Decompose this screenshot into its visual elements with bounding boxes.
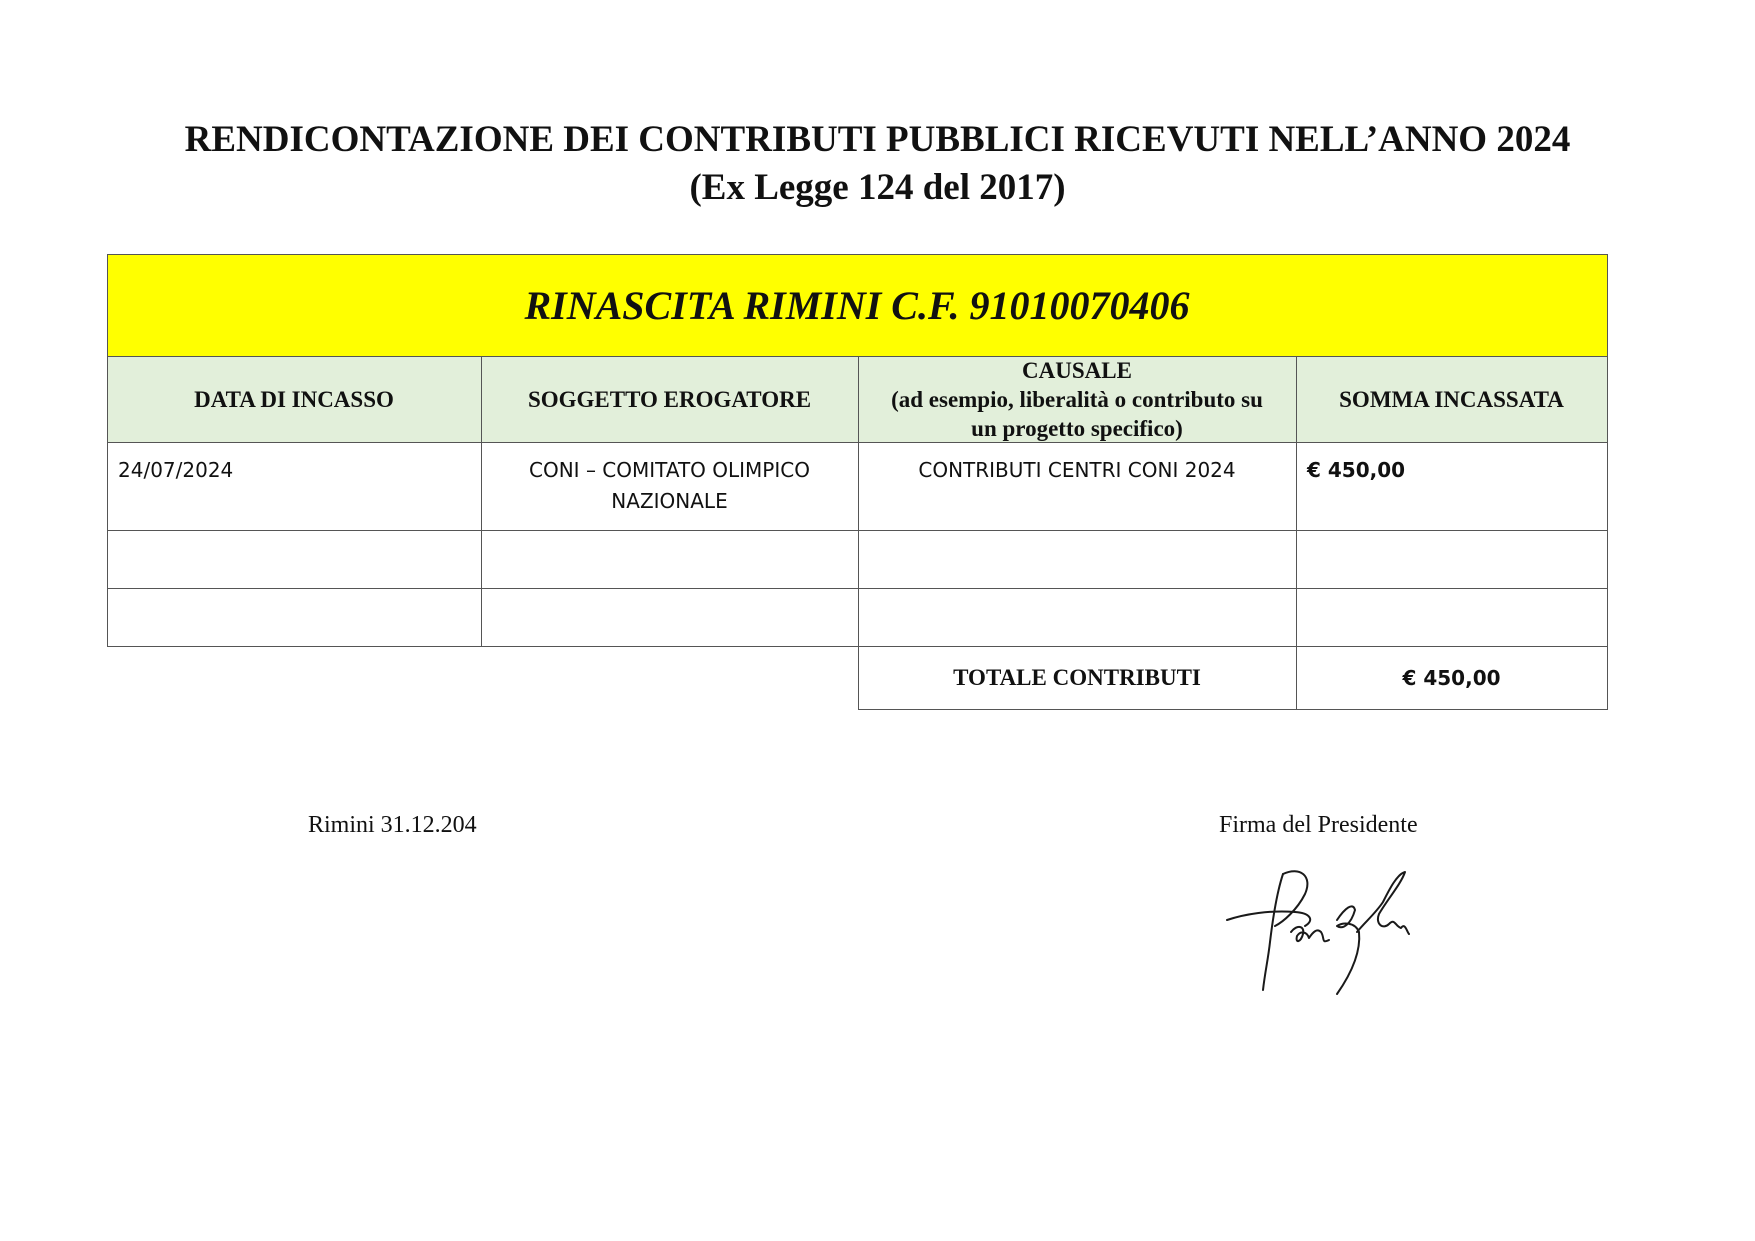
- table-border-total-bottom: [858, 709, 1608, 710]
- organization-name: RINASCITA RIMINI C.F. 91010070406: [524, 282, 1190, 328]
- president-signature: [1225, 862, 1410, 997]
- header-reason: [858, 356, 1296, 443]
- organization-banner: [107, 254, 1607, 356]
- signature-label: Firma del Presidente: [1219, 812, 1418, 838]
- total-value: € 450,00: [1402, 666, 1501, 690]
- place-and-date: Rimini 31.12.204: [308, 812, 477, 838]
- total-label: TOTALE CONTRIBUTI: [953, 665, 1201, 690]
- header-date: DATA DI INCASSO: [107, 356, 481, 443]
- column-divider-3: [1296, 356, 1297, 710]
- header-reason-note-2: un progetto specifico): [971, 416, 1183, 441]
- document-subtitle: (Ex Legge 124 del 2017): [689, 167, 1066, 208]
- document-title: RENDICONTAZIONE DEI CONTRIBUTI PUBBLICI RICEVUTI NELL’ANNO 2024: [184, 119, 1571, 160]
- row-1-payer-line-2: NAZIONALE: [611, 489, 728, 513]
- row-1-date: 24/07/2024: [118, 458, 234, 482]
- row-1-reason: CONTRIBUTI CENTRI CONI 2024: [918, 458, 1236, 482]
- header-reason-note-1: (ad esempio, liberalità o contributo su: [891, 387, 1263, 412]
- row-1-amount: € 450,00: [1307, 458, 1406, 482]
- header-payer: SOGGETTO EROGATORE: [481, 356, 858, 443]
- row-1-payer-line-1: CONI – COMITATO OLIMPICO: [529, 458, 810, 482]
- row-1-payer: [481, 442, 858, 530]
- table-border-left: [107, 254, 108, 647]
- column-divider-2: [858, 356, 859, 710]
- table-border-right: [1607, 254, 1608, 710]
- column-divider-1: [481, 356, 482, 647]
- header-amount: SOMMA INCASSATA: [1296, 356, 1607, 443]
- header-reason-title: CAUSALE: [1022, 358, 1132, 383]
- table-border-top: [107, 254, 1608, 255]
